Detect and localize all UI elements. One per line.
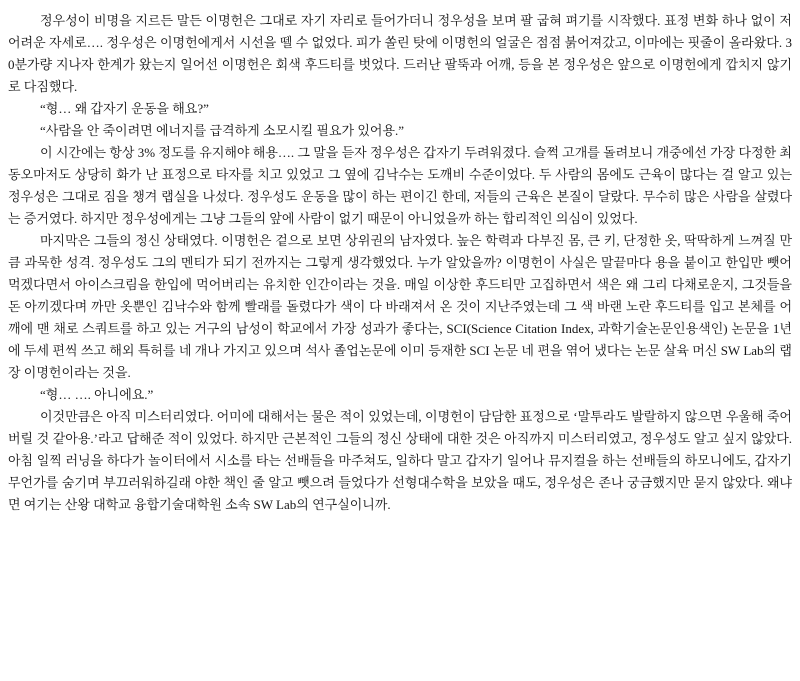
dialogue-line-3: “형… …. 아니에요.” bbox=[40, 387, 154, 402]
story-paragraph-2: 이 시간에는 항상 3% 정도를 유지해야 해용…. 그 말을 듣자 정우성은 갑자기 두려워졌다. 슬쩍 고개를 돌려보니 개중에선 가장 다정한 최동오마저도 상당히 화가 난 표정으로 타자를 치고 있었고 그 옆에 김낙수는 도깨비 수준이었다. 두 사람의 몸에도 근육이 많다는 걸 알고 있는 정우성은 그대로 짐을 챙겨 랩실을 나섰다. 정우성도 운동을 많이 하는 편이긴 한데, 저들의 근육은 본질이 달랐다. 무수히 많은 사람을 살렸다는 증거였다. 하지만 정우성에게는 그냥 그들의 앞에 사람이 없기 때문이 아니었을까 하는 합리적인 의심이 있었다. bbox=[8, 145, 792, 226]
story-paragraph-3: 마지막은 그들의 정신 상태였다. 이명헌은 겉으로 보면 상위권의 남자였다. 높은 학력과 다부진 몸, 큰 키, 단정한 옷, 딱딱하게 느껴질 만큼 과묵한 성격. 정우성도 그의 멘티가 되기 전까지는 그렇게 생각했었다. 누가 알았을까? 이명헌이 사실은 말끝마다 용을 붙이고 한입만 뺏어 먹겠다면서 아이스크림을 한입에 먹어버리는 유치한 인간이라는 것을. 매일 이상한 후드티만 고집하면서 색은 왜 그리 다채로운지, 그것들을 돈 아끼겠다며 까만 옷뿐인 김낙수와 함께 빨래를 돌렸다가 색이 다 바래져서 온 것이 지난주였는데 그 색 바랜 노란 후드티를 입고 본체를 어깨에 맨 채로 스쿼트를 하고 있는 거구의 남성이 학교에서 가장 성과가 좋다는, SCI(Science Citation Index, 과학기술논문인용색인) 논문을 1년에 두세 편씩 쓰고 해외 특허를 네 개나 가지고 있으며 석사 졸업논문에 이미 등재한 SCI 논문 네 편을 엮어 냈다는 논문 살육 머신 SW Lab의 랩장 이명헌이라는 것을. bbox=[8, 233, 792, 380]
dialogue-line-2: “사람을 안 죽이려면 에너지를 급격하게 소모시킬 필요가 있어용.” bbox=[40, 123, 405, 138]
story-paragraph-4: 이것만큼은 아직 미스터리였다. 어미에 대해서는 물은 적이 있었는데, 이명헌이 담담한 표정으로 ‘말투라도 발랄하지 않으면 우울해 죽어버릴 것 같아용.’라고 답해준 적이 있었다. 하지만 근본적인 그들의 정신 상태에 대한 것은 아직까지 미스터리였고, 정우성도 알고 싶지 않았다. 아침 일찍 러닝을 하다가 놀이터에서 시소를 타는 선배들을 마주쳐도, 일하다 말고 갑자기 일어나 뮤지컬을 하는 선배들의 하모니에도, 갑자기 무언가를 숨기며 부끄러워하길래 야한 책인 줄 알고 뺏으려 들었다가 선형대수학을 보았을 때도, 정우성은 존나 궁금했지만 묻지 않았다. 왜냐면 여기는 산왕 대학교 융합기술대학원 소속 SW Lab의 연구실이니까. bbox=[8, 409, 792, 512]
dialogue-line-1: “형… 왜 갑자기 운동을 해요?” bbox=[40, 101, 209, 116]
story-paragraph-1: 정우성이 비명을 지르든 말든 이명헌은 그대로 자기 자리로 들어가더니 정우성을 보며 팔 굽혀 펴기를 시작했다. 표정 변화 하나 없이 저 어려운 자세로…. 정우성은 이명헌에게서 시선을 뗄 수 없었다. 피가 쏠린 탓에 이명헌의 얼굴은 점점 붉어져갔고, 이마에는 핏줄이 올라왔다. 30분가량 지나자 한계가 왔는지 일어선 이명헌은 회색 후드티를 벗었다. 드러난 팔뚝과 어깨, 등을 본 정우성은 앞으로 이명헌에게 깝치지 않기로 다짐했다. bbox=[8, 13, 792, 94]
